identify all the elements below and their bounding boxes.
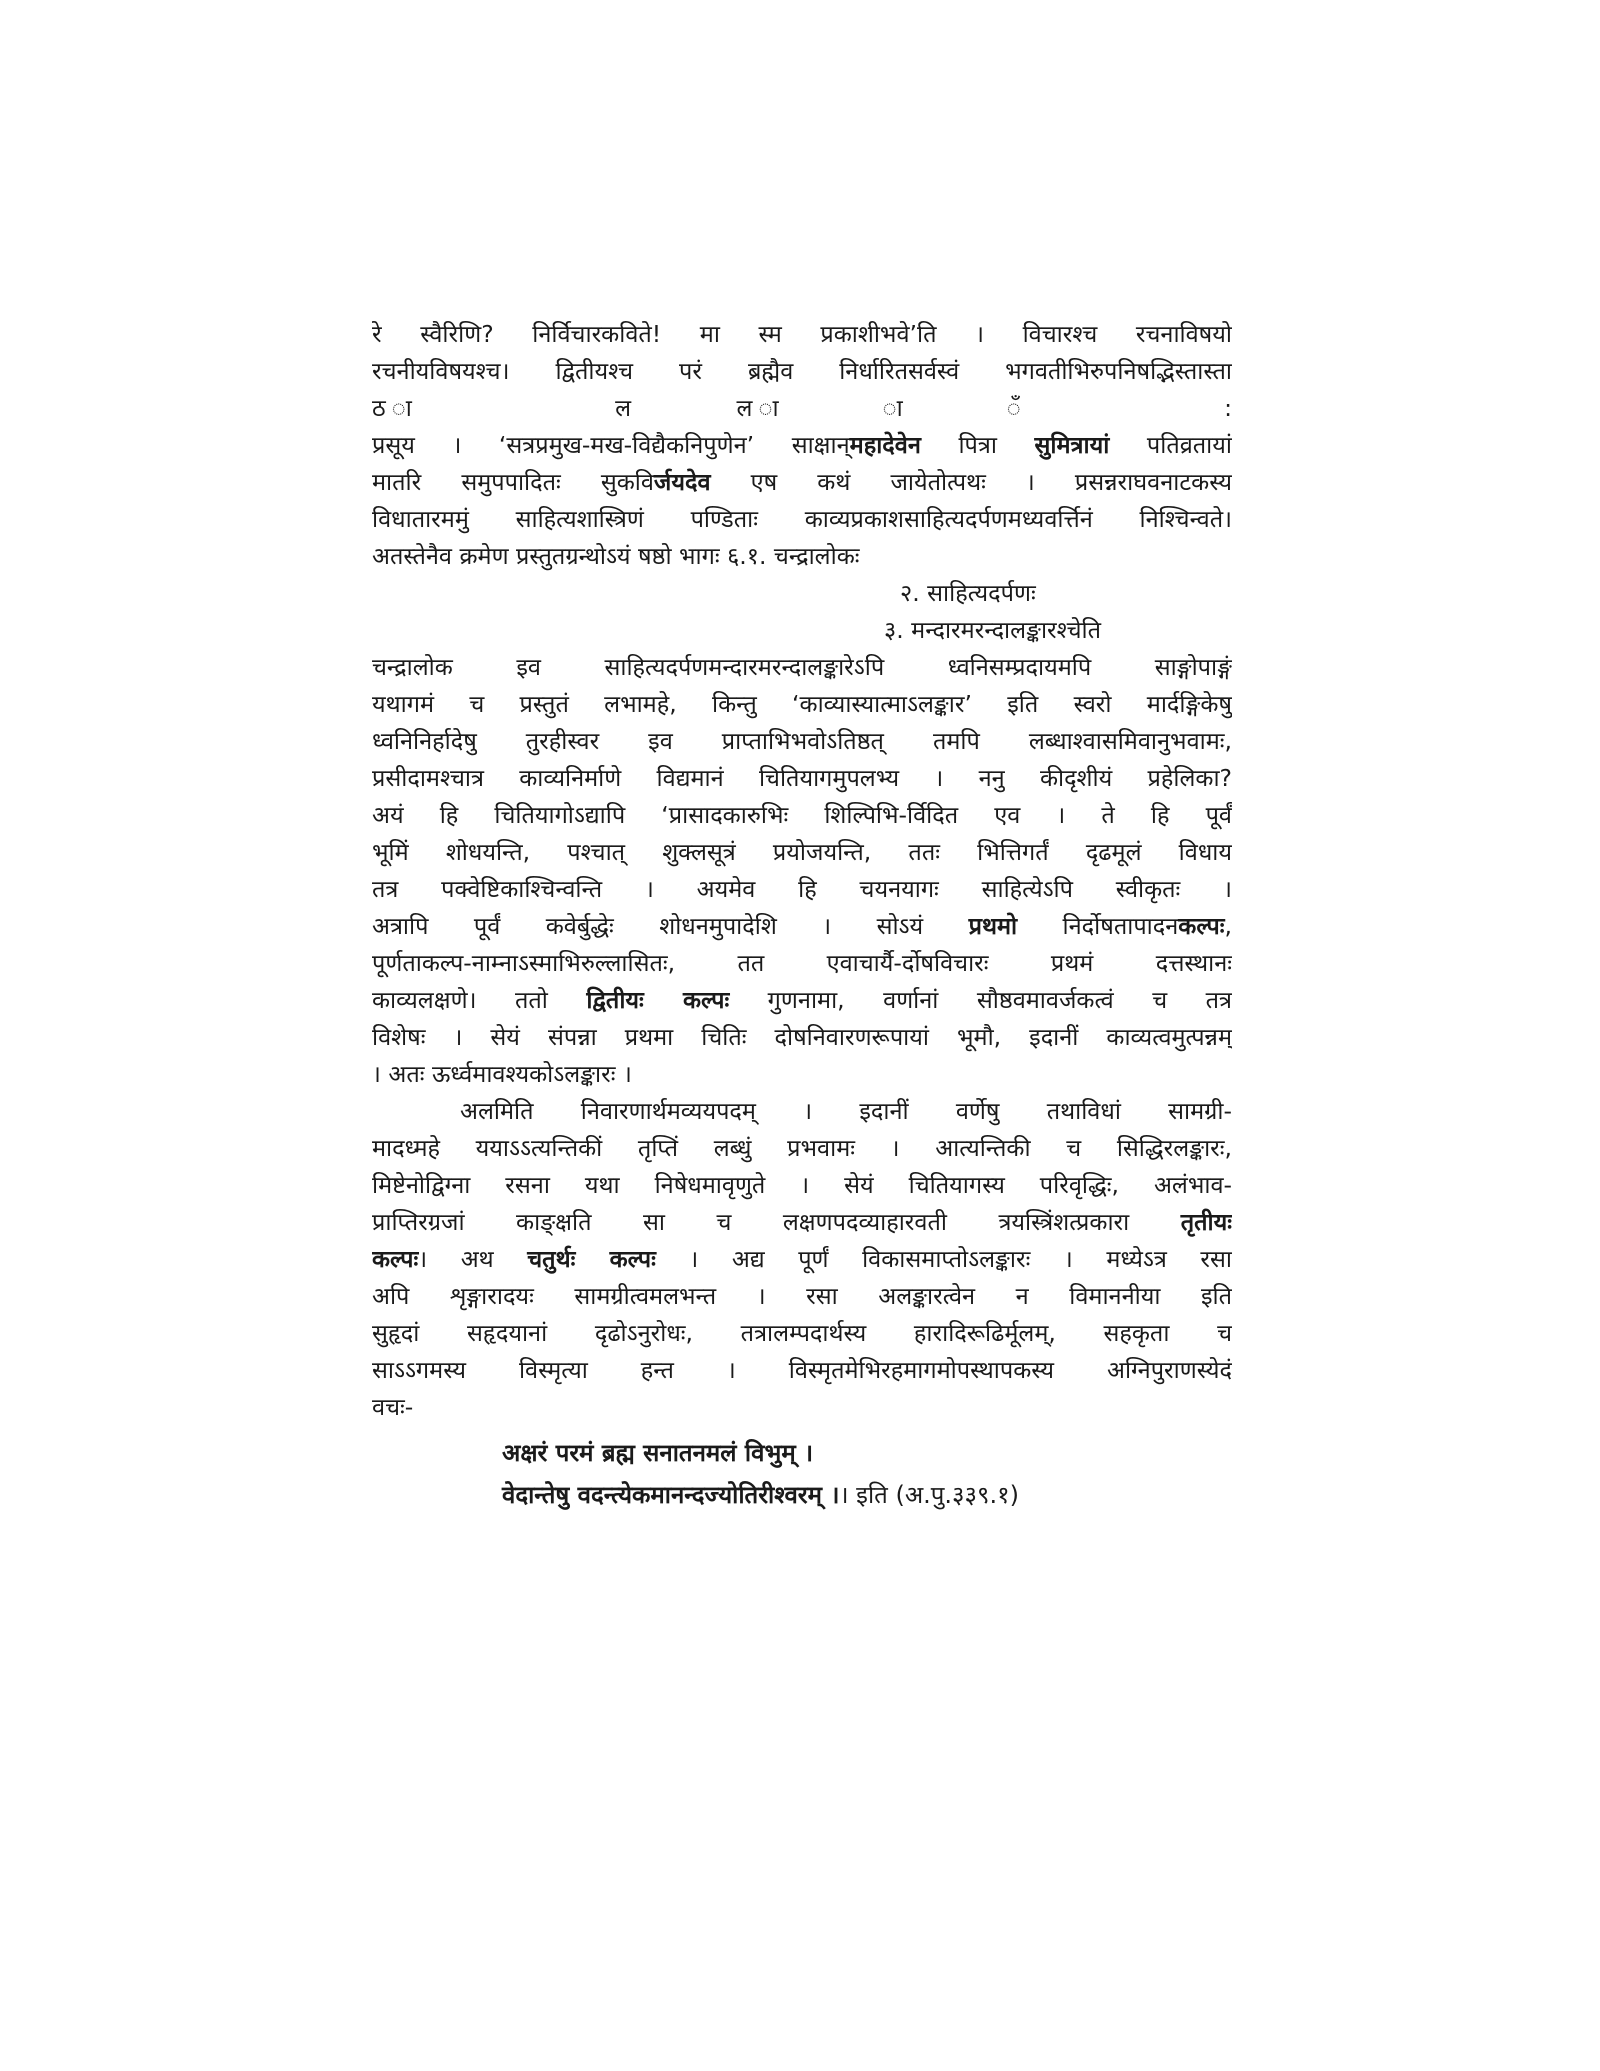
text-line: पूर्णताकल्प-नाम्नाऽस्माभिरुल्लासितः, तत एवाचार्यै-र्दोषविचारः प्रथमं दत्तस्थानः (372, 949, 1232, 977)
list-item: २. साहित्यदर्पणः (900, 579, 1036, 607)
bold-name-jayadeva: र्जयदेव (653, 468, 711, 496)
bold-kalpa: कल्पः (372, 1245, 419, 1273)
text-span: निर्दोषतापादन (1017, 912, 1179, 940)
page-text-block (372, 316, 1232, 1516)
bold-name-sumitra: सुमित्रायां (1034, 431, 1110, 459)
verse-line-1: अक्षरं परमं ब्रह्म सनातनमलं विभुम् । (502, 1439, 814, 1467)
text-span: एष कथं जायेतोत्पथः । प्रसन्नराघवनाटकस्य (710, 468, 1232, 496)
text-line: । अतः ऊर्ध्वमावश्यकोऽलङ्कारः । (372, 1060, 632, 1088)
text-span: । अद्य पूर्णं विकासमाप्तोऽलङ्कारः । मध्येऽत्र रसा (655, 1245, 1232, 1273)
bold-dvitiya-kalpa: द्वितीयः कल्पः (586, 986, 730, 1014)
text-line: तत्र पक्वेष्टिकाश्चिन्वन्ति । अयमेव हि चयनयागः साहित्येऽपि स्वीकृतः । (372, 875, 1232, 903)
bold-kalpa: कल्पः (1178, 912, 1225, 940)
text-line: वचः- (372, 1393, 414, 1421)
text-line (372, 427, 1232, 464)
text-line: विधातारममुं साहित्यशास्त्रिणं पण्डिताः काव्यप्रकाशसाहित्यदर्पणमध्यवर्त्तिनं निश्चिन्वते। (372, 505, 1232, 533)
text-line: अपि शृङ्गारादयः सामग्रीत्वमलभन्त । रसा अलङ्कारत्वेन न विमाननीया इति (372, 1282, 1232, 1310)
text-span: गुणनामा, वर्णानां सौष्ठवमावर्जकत्वं च तत्र (729, 986, 1232, 1014)
text-line: अतस्तेनैव क्रमेण प्रस्तुतग्रन्थोऽयं षष्ठो भागः ६.१. चन्द्रालोकः (372, 542, 860, 570)
bold-chaturtha-kalpa: चतुर्थः कल्पः (527, 1245, 656, 1273)
text-line: प्रसीदामश्चात्र काव्यनिर्माणे विद्यमानं चितियागमुपलभ्य । ननु कीदृशीयं प्रहेलिका? (372, 764, 1232, 792)
text-line: ध्वनिनिर्हादेषु तुरहीस्वर इव प्राप्ताभिभवोऽतिष्ठत् तमपि लब्धाश्वासमिवानुभवामः, (372, 727, 1232, 755)
verse-citation: । इति (अ.पु.३३९.१) (839, 1481, 1019, 1509)
text-span: प्रसूय । ‘सत्रप्रमुख-मख-विद्यैकनिपुणेन’ साक्षान् (372, 431, 850, 459)
text-line: अयं हि चितियागोऽद्यापि ‘प्रासादकारुभिः शिल्पिभि-र्विदित एव । ते हि पूर्वं (372, 801, 1232, 829)
text-line (372, 1241, 1232, 1278)
text-span: अत्रापि पूर्वं कवेर्बुद्धेः शोधनमुपादेशि । सोऽयं (372, 912, 969, 940)
text-line (372, 982, 1232, 1019)
text-line: यथागमं च प्रस्तुतं लभामहे, किन्तु ‘काव्यास्यात्माऽलङ्कार’ इति स्वरो मार्दङ्गिकेषु (372, 690, 1232, 718)
text-line: चन्द्रालोक इव साहित्यदर्पणमन्दारमरन्दालङ्कारेऽपि ध्वनिसम्प्रदायमपि साङ्गोपाङ्गं (372, 653, 1232, 681)
text-line: रे स्वैरिणि? निर्विचारकविते! मा स्म प्रकाशीभवे’ति । विचारश्च रचनाविषयो (372, 320, 1232, 348)
text-line: सुहृदां सहृदयानां दृढोऽनुरोधः, तत्रालम्पदार्थस्य हारादिरूढिर्मूलम्, सहकृता च (372, 1319, 1232, 1347)
text-span: प्राप्तिरग्रजां काङ्क्षति सा च लक्षणपदव्याहारवती त्रयस्त्रिंशत्प्रकारा (372, 1208, 1181, 1236)
text-line (372, 464, 1232, 501)
text-span: काव्यलक्षणे। ततो (372, 986, 587, 1014)
list-item: ३. मन्दारमरन्दालङ्कारश्चेति (884, 616, 1102, 644)
verse-line-2 (372, 1474, 1232, 1516)
text-line (372, 1204, 1232, 1241)
text-line: साऽऽगमस्य विस्मृत्या हन्त । विस्मृतमेभिरहमागमोपस्थापकस्य अग्निपुराणस्येदं (372, 1356, 1232, 1384)
text-span: पतिव्रतायां (1109, 431, 1232, 459)
text-span: । अथ (418, 1245, 528, 1273)
text-line: विशेषः । सेयं संपन्ना प्रथमा चितिः दोषनिवारणरूपायां भूमौ, इदानीं काव्यत्वमुत्पन्नम् (372, 1023, 1232, 1051)
text-line: रचनीयविषयश्च। द्वितीयश्च परं ब्रह्मैव निर्धारितसर्वस्वं भगवतीभिरुपनिषद्भिस्तास्ता (372, 357, 1232, 385)
paragraph-first-line: अलमिति निवारणार्थमव्ययपदम् । इदानीं वर्णेषु तथाविधां सामग्री- (460, 1097, 1232, 1125)
text-span: , (1224, 912, 1232, 940)
text-line (372, 908, 1232, 945)
text-line: मादध्महे ययाऽऽत्यन्तिकीं तृप्तिं लब्धुं प्रभवामः । आत्यन्तिकी च सिद्धिरलङ्कारः, (372, 1134, 1232, 1162)
text-line: मिष्टेनोद्विग्ना रसना यथा निषेधमावृणुते । सेयं चितियागस्य परिवृद्धिः, अलंभाव- (372, 1171, 1232, 1199)
verse-text: वेदान्तेषु वदन्त्येकमानन्दज्योतिरीश्वरम् । (502, 1481, 840, 1509)
text-line: भूमिं शोधयन्ति, पश्चात् शुक्लसूत्रं प्रयोजयन्ति, ततः भित्तिगर्तं दृढमूलं विधाय (372, 838, 1232, 866)
bold-prathama: प्रथमो (968, 912, 1018, 940)
bold-name-mahadeva: महादेवेन (849, 431, 921, 459)
bold-tritiya: तृतीयः (1180, 1208, 1232, 1236)
text-line-glyph-fragments: ठ ा ल ल ा ा ँ : (372, 394, 1232, 422)
text-span: पित्रा (920, 431, 1035, 459)
text-span: मातरि समुपपादितः सुकवि (372, 468, 654, 496)
